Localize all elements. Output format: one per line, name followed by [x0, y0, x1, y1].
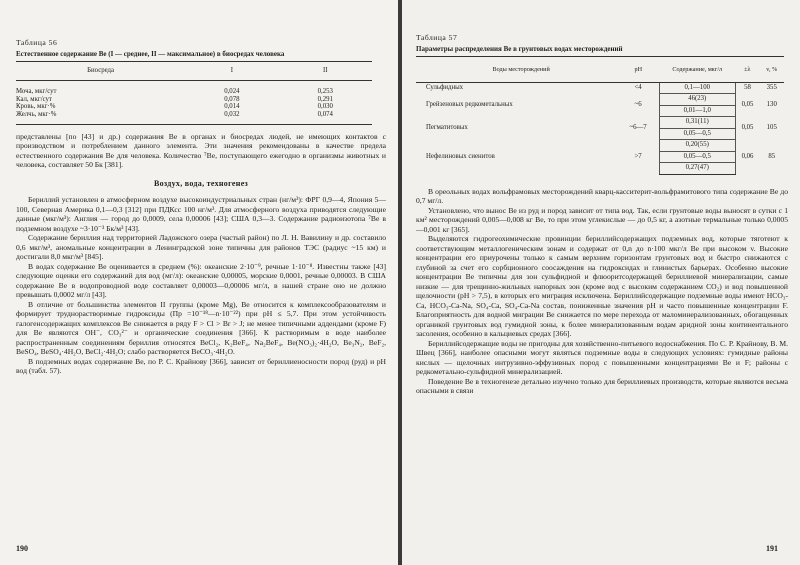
table-cell: 0,014: [224, 103, 240, 111]
table-header-cell: ±λ: [735, 56, 759, 82]
paragraph: Бериллийсодержащие воды не пригодны для хозяйственно-питьевого водоснабжения. По С. Р. Крайнову, В. М. Швец [366], наиболее опасными могут являться подземные воды в следующих условиях: гумидные районы кислых — щелочных интрузивно-эффузивных пород с повышенными концентрациями Ве и F; районы с редкометально-сульфидной минерализацией.: [416, 338, 788, 377]
table-row: [16, 111, 372, 124]
right-page: [402, 0, 800, 565]
table-cell: 0,024: [224, 87, 240, 95]
table-cell: 85: [768, 152, 776, 160]
table-cell: Желчь, мкг·%: [16, 111, 185, 124]
table-header-cell: pH: [617, 56, 659, 82]
table-row: [416, 117, 784, 129]
page-number: 191: [766, 544, 778, 553]
table-cell: 0,05: [741, 124, 754, 132]
table-cell: ~6: [634, 101, 642, 109]
table-cell: Кал, мкг/сут: [16, 95, 52, 103]
table-row: [16, 96, 372, 104]
paragraph: Поведение Ве в техногенезе детально изучено только для бериллиевых производств, которые являются весьма опасными в связи: [416, 376, 788, 396]
right-column: [416, 33, 788, 396]
paragraph: Содержание бериллия над территорией Ладожского озера (частый район) по Л. Н. Вавилину и др. составило 0,6 мкг/м³, аномальные концентрации в Ленинградской зоне типичны для районов ТЭС (радиус ~15 км) и достигали 8,0 мкг/м³ [845].: [16, 233, 386, 262]
table-cell: 0,030: [317, 103, 333, 111]
table-56: [16, 61, 372, 125]
table-header-cell: Содержание, мкг/л: [659, 56, 735, 82]
table-header-cell: II: [279, 61, 372, 80]
table-row: [416, 82, 784, 94]
table-cell: 0,078: [224, 95, 240, 103]
paragraph: В водах содержание Ве оценивается в среднем (%): океанские 2·10⁻⁹, речные 1·10⁻⁸. Известны также [43] следующие оценки его содержаний для вод (мг/л): океанские 0,00005, морские 0,0001, речные 0,00003. В США содержание Ве в водопроводной воде составляет 0,00003—0,00006 мг/л, в нашей стране оно не должно превышать 0,0002 мг/л [43].: [16, 261, 386, 300]
table-cell: 130: [766, 101, 777, 109]
table-cell: Грейзеновых редкометальных: [426, 101, 513, 109]
table-cell: 0,032: [185, 111, 278, 124]
paragraph: представлены [по [43] и др.) содержания Ве в органах и биосредах людей, не имеющих контактов с производством и потреблением данного элемента. Эти значения рекомендованы в качестве предела естественного содержания Ве для человека. Количество ⁷Be, поступающего ежегодно в организмы животных и человека, составляет 50 Бк [381].: [16, 131, 386, 170]
paragraph: Бериллий установлен в атмосферном воздухе высокоиндустриальных стран (нг/м³): ФРГ 0,9—4, Япония 5—100, Северная Америка 0,1—0,3 [312] при ПДКсс 100 нг/м³. Для атмосферного воздуха приводятся следующие данные (мкг/м³): Англия — город до 0,0009, села 0,00006 [43]; США 0,3—3. Содержание радиоизотопа ⁷Be в подземном воздухе ~3·10⁻³ Бк/м³ [43].: [16, 195, 386, 233]
left-page: [0, 0, 398, 565]
table-56-title: Естественное содержание Ве (I — среднее, II — максимальное) в биосредах человека: [16, 49, 285, 58]
table-57-caption: Таблица 57: [416, 33, 458, 42]
table-cell: 0,1—100: [659, 82, 735, 94]
table-row: [416, 140, 784, 152]
table-header-cell: v, %: [760, 56, 785, 82]
table-header-cell: Биосреда: [16, 61, 185, 80]
paragraph: Установлено, что вынос Ве из руд и пород зависит от типа вод. Так, если грунтовые воды выносят в сутки с 1 км² месторождений 0,005—0,008 кг Ве, то при этом углекислые — до 0,5 кг, а азотные термальные только 0,0005—0,001 кг [365].: [416, 205, 788, 234]
table-57: [416, 56, 784, 175]
table-row: [416, 94, 784, 106]
table-cell: ~6—7: [629, 124, 647, 132]
table-cell: 0,20(55): [659, 140, 735, 152]
table-cell: 0,05—0,5: [659, 151, 735, 163]
table-header-row: [416, 56, 784, 82]
table-cell: >7: [634, 152, 642, 160]
paragraph: В ореольных водах вольфрамовых месторождений кварц-касситерит-вольфрамитового типа содержание Ве до 0,7 мг/л.: [416, 186, 788, 206]
table-cell: Моча, мкг/сут: [16, 87, 57, 95]
left-column: [16, 38, 386, 376]
section-heading: Воздух, вода, техногенез: [153, 178, 249, 188]
table-56-caption: Таблица 56: [16, 38, 58, 47]
table-cell: 105: [766, 124, 777, 132]
table-header-row: [16, 61, 372, 80]
table-cell: 58: [744, 84, 751, 92]
paragraph: В подземных водах содержание Ве, по Р. С. Крайнову [366], зависит от бериллиеносности пород (руд) и pH вод (табл. 57).: [16, 356, 386, 376]
table-cell: 0,31(11): [659, 117, 735, 129]
table-cell: 46(23): [659, 94, 735, 106]
table-cell: Кровь, мкг·%: [16, 103, 56, 111]
table-cell: 355: [766, 84, 777, 92]
table-row: [16, 80, 372, 95]
table-cell: Пегматитовых: [426, 124, 468, 132]
table-row: [16, 103, 372, 111]
table-cell: Нефелиновых сиенитов: [426, 152, 495, 160]
paragraph: Выделяются гидрогеохимические провинции бериллийсодержащих подземных вод, которые тяготеют к соответствующим металлогеническим зонам и содержат от 0,n до n·100 мкг/л Ве при высоком v. Высокие концентрации его приурочены только к самым верхним горизонтам грунтовых вод и быстро снижаются с глубиной за счет его сорбционного соосаждения на гидроксидах и глинистых барьерах. Особенно высокие концентрации Ве типичны для зон сульфидной и флюоритсодержащей бериллиевой минерализации, самые низкие — для трещинно-жильных напорных зон (кроме вод с высоким содержанием CO₂) и вод повышенной щелочности (pH > 7,5), в которых его миграция исключена. Бериллийсодержащие подземные воды имеют HCO₃-Ca, HCO₃-Ca-Na, SO₄-Ca, SO₄-Ca-Na состав, пониженные значения pH и часто повышенные концентрации F. Благоприятность для водной миграции Ве снижается по мере перехода от маломинерализованных, обогащенных органикой грунтовых вод гумидной зоны, к более минерализованным водам аридной зоны континентального засоления, особенно в кальциевых средах [366].: [416, 234, 788, 339]
table-cell: 0,074: [279, 111, 372, 124]
paragraph: В отличие от большинства элементов II группы (кроме Mg), Ве относится к комплексообразователям и формирует труднорастворимые гидроксиды (Пр =10⁻¹⁸—n·10⁻²²) при pH ≤ 5,7. При этом устойчивость галогенсодержащих комплексов Ве снижается в ряду F > Cl > Br > J; не менее типичными аддендами (кроме F) для Ве являются OH⁻, CO₃²⁻ и органические соединения [366]. К растворимым в воде наиболее распространенным соединениям бериллия относятся BeCl₂, K₂BeF₄, Na₂BeF₄, Be(NO₃)₂·4H₂O, Be₃N₂, BeF₂, BeSO₄, BeSO₄·4H₂O, BeCl₂·4H₂O; слабо растворяется BeCO₃·4H₂O.: [16, 299, 386, 357]
table-cell: 0,05—0,5: [659, 128, 735, 140]
page-number: 190: [16, 544, 28, 553]
table-cell: 0,291: [317, 95, 333, 103]
table-57-title: Параметры распределения Ве в грунтовых водах месторождений: [416, 44, 623, 53]
table-header-cell: Воды месторождений: [416, 56, 617, 82]
table-cell: 0,06: [741, 152, 754, 160]
table-cell: 0,253: [317, 87, 333, 95]
table-cell: Сульфидных: [426, 84, 464, 92]
table-cell: 0,27(47): [659, 163, 735, 175]
table-header-cell: I: [185, 61, 278, 80]
table-cell: 0,01—1,0: [659, 105, 735, 117]
table-cell: <4: [634, 84, 642, 92]
table-cell: 0,05: [741, 101, 754, 109]
